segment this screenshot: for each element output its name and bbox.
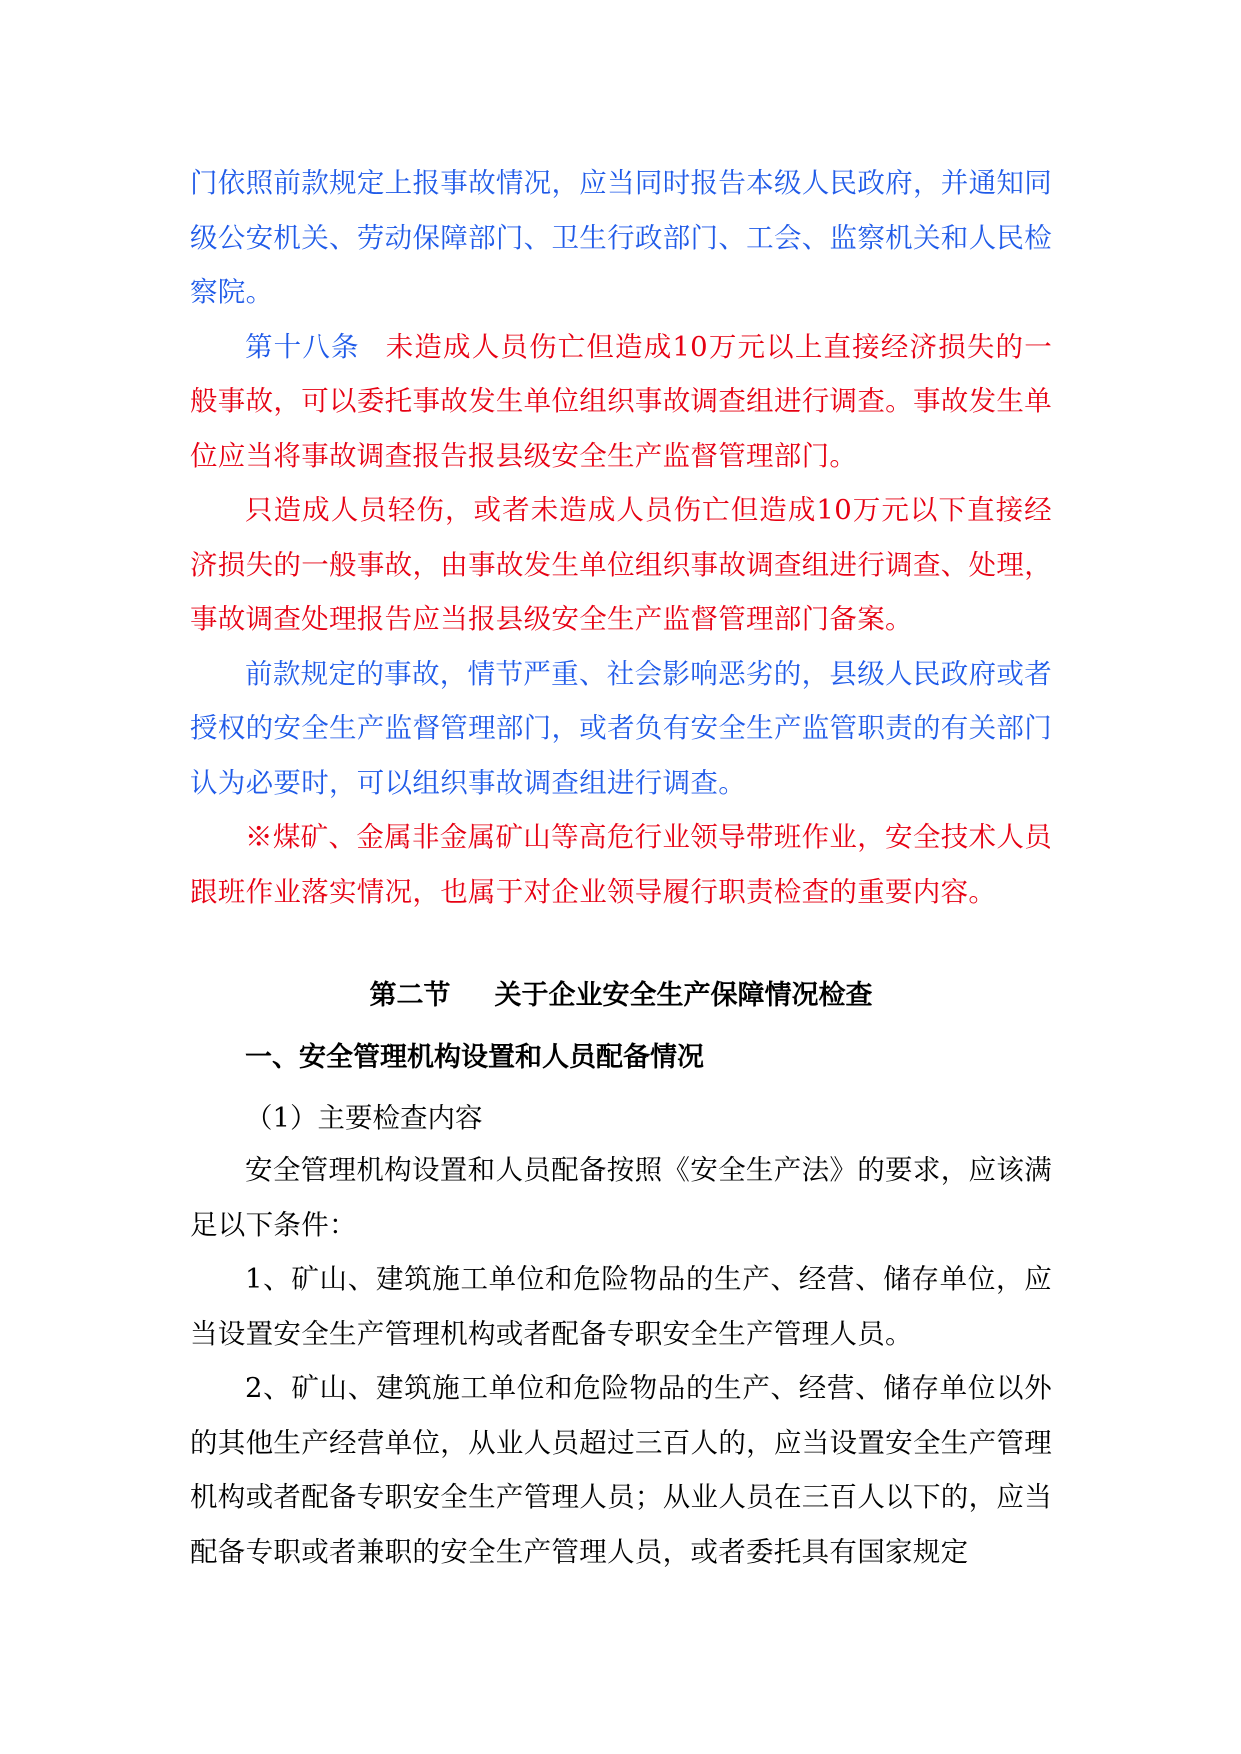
spacer — [190, 919, 1052, 969]
section-name: 关于企业安全生产保障情况检查 — [494, 980, 873, 1011]
paragraph-serious-case: 前款规定的事故，情节严重、社会影响恶劣的，县级人民政府或者授权的安全生产监督管理部门，或者负有安全生产监管职责的有关部门认为必要时，可以组织事故调查组进行调查。 — [190, 657, 1052, 799]
heading-level-1: 一、安全管理机构设置和人员配备情况 — [245, 1042, 704, 1073]
article-label: 第十八条 — [245, 330, 360, 363]
paragraph-minor-injury: 只造成人员轻伤，或者未造成人员伤亡但造成10万元以下直接经济损失的一般事故，由事故发生单位组织事故调查组进行调查、处理，事故调查处理报告应当报县级安全生产监督管理部门备案。 — [190, 494, 1052, 635]
section-number: 第二节 — [369, 980, 451, 1011]
subheading: （1）主要检查内容 — [245, 1102, 483, 1134]
document-page — [190, 156, 1052, 1579]
article-18-text: 未造成人员伤亡但造成10万元以上直接经济损失的一般事故，可以委托事故发生单位组织事故调查组进行调查。事故发生单位应当将事故调查报告报县级安全生产监督管理部门。 — [190, 330, 1052, 472]
paragraph-requirement-2: 2、矿山、建筑施工单位和危险物品的生产、经营、储存单位以外的其他生产经营单位，从业人员超过三百人的，应当设置安全生产管理机构或者配备专职安全生产管理人员；从业人员在三百人以下的，应当配备专职或者兼职的安全生产管理人员，或者委托具有国家规定 — [190, 1372, 1052, 1568]
paragraph-high-risk-note: ※煤矿、金属非金属矿山等高危行业领导带班作业，安全技术人员跟班作业落实情况，也属于对企业领导履行职责检查的重要内容。 — [190, 821, 1052, 908]
section-title — [190, 969, 1052, 1023]
paragraph-report-notice: 门依照前款规定上报事故情况，应当同时报告本级人民政府，并通知同级公安机关、劳动保障部门、卫生行政部门、工会、监察机关和人民检察院。 — [190, 167, 1052, 308]
paragraph-requirements-intro: 安全管理机构设置和人员配备按照《安全生产法》的要求，应该满足以下条件： — [190, 1154, 1052, 1241]
paragraph-requirement-1: 1、矿山、建筑施工单位和危险物品的生产、经营、储存单位，应当设置安全生产管理机构或者配备专职安全生产管理人员。 — [190, 1263, 1052, 1350]
paragraph-article-18 — [190, 320, 1052, 484]
